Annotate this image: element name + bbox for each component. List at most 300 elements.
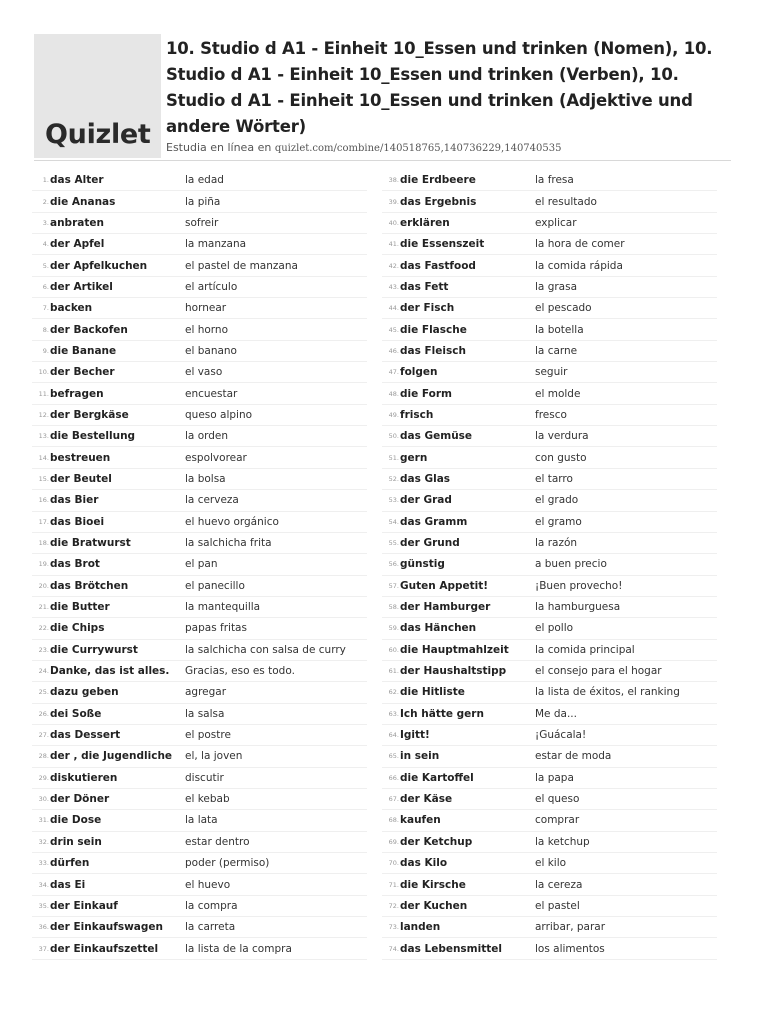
entry-definition: el pastel de manzana	[185, 259, 298, 272]
entry-term: in sein	[400, 750, 440, 763]
entry-term: folgen	[400, 366, 438, 379]
entry-term: der Apfelkuchen	[50, 259, 148, 272]
vocab-row	[32, 255, 367, 276]
entry-definition: el consejo para el hogar	[535, 665, 662, 678]
entry-number: 36.	[38, 923, 49, 932]
entry-definition: los alimentos	[535, 942, 605, 955]
entry-term: das Fleisch	[400, 344, 466, 357]
entry-number: 64.	[388, 731, 399, 740]
entry-definition: la lista de éxitos, el ranking	[535, 686, 680, 699]
entry-term: die Hauptmahlzeit	[400, 643, 509, 656]
entry-definition: la salsa	[185, 707, 225, 720]
entry-number: 38.	[388, 176, 399, 185]
study-online-line	[166, 141, 561, 154]
vocab-row	[32, 362, 367, 383]
vocab-row	[32, 383, 367, 404]
entry-term: das Lebensmittel	[400, 942, 502, 955]
entry-term: frisch	[400, 408, 434, 421]
vocab-row	[32, 917, 367, 938]
vocab-row	[382, 896, 717, 917]
entry-term: dürfen	[50, 857, 90, 870]
entry-definition: el vaso	[185, 366, 223, 379]
entry-term: das Ei	[50, 878, 86, 891]
entry-definition: el huevo	[185, 878, 231, 891]
set-title: 10. Studio d A1 - Einheit 10_Essen und trinken (Nomen), 10. Studio d A1 - Einheit 10_Essen und trinken (Verben), 10. Studio d A1 - Einheit 10_Essen und trinken (Adjektive und andere Wörter)	[166, 39, 713, 136]
entry-definition: el kebab	[185, 793, 230, 806]
entry-number: 67.	[388, 795, 399, 804]
entry-term: der Haushaltstipp	[400, 665, 507, 678]
entry-term: das Dessert	[50, 729, 121, 742]
entry-number: 7.	[42, 304, 49, 313]
vocab-row	[32, 874, 367, 895]
vocab-row	[382, 874, 717, 895]
entry-definition: estar dentro	[185, 835, 250, 848]
entry-definition: explicar	[535, 216, 577, 229]
entry-definition: la manzana	[185, 238, 247, 251]
entry-number: 13.	[38, 432, 49, 441]
entry-term: Danke, das ist alles.	[50, 665, 170, 678]
entry-term: Ich hätte gern	[400, 707, 484, 720]
entry-definition: sofreir	[185, 216, 219, 229]
entry-term: der Einkauf	[50, 899, 118, 912]
entry-definition: agregar	[185, 686, 227, 699]
entry-number: 25.	[38, 688, 49, 697]
vocab-row	[32, 447, 367, 468]
entry-term: das Ergebnis	[400, 195, 477, 208]
vocab-row	[32, 191, 367, 212]
entry-definition: la orden	[185, 430, 229, 443]
entry-definition: la piña	[185, 195, 221, 208]
entry-term: der Backofen	[50, 323, 128, 336]
vocab-row	[382, 597, 717, 618]
vocab-row	[382, 170, 717, 191]
entry-number: 10.	[38, 368, 49, 377]
entry-number: 44.	[388, 304, 399, 313]
vocab-row	[32, 746, 367, 767]
vocab-column-right	[382, 170, 717, 960]
entry-term: dazu geben	[50, 686, 119, 699]
entry-term: der Becher	[50, 366, 115, 379]
entry-number: 61.	[388, 667, 399, 676]
entry-number: 26.	[38, 709, 49, 718]
vocab-row	[382, 490, 717, 511]
entry-term: das Bioei	[50, 515, 105, 528]
entry-definition: queso alpino	[185, 408, 253, 421]
entry-definition: el panecillo	[185, 579, 245, 592]
entry-term: die Butter	[50, 601, 110, 614]
entry-definition: la botella	[535, 323, 584, 336]
entry-definition: a buen precio	[535, 558, 607, 571]
entry-term: der Käse	[400, 793, 453, 806]
entry-number: 2.	[42, 197, 49, 206]
entry-number: 3.	[42, 218, 49, 227]
study-online-label: Estudia en línea en	[166, 141, 272, 154]
vocab-row	[32, 234, 367, 255]
entry-number: 8.	[42, 325, 49, 334]
entry-number: 48.	[388, 389, 399, 398]
entry-term: die Flasche	[400, 323, 467, 336]
entry-number: 14.	[38, 453, 49, 462]
vocab-row	[32, 405, 367, 426]
vocab-row	[32, 298, 367, 319]
entry-definition: la compra	[185, 899, 238, 912]
entry-term: das Gramm	[400, 515, 468, 528]
entry-number: 53.	[388, 496, 399, 505]
vocab-row	[32, 832, 367, 853]
entry-definition: la verdura	[535, 430, 589, 443]
entry-number: 29.	[38, 773, 49, 782]
entry-term: die Erdbeere	[400, 174, 476, 187]
entry-number: 68.	[388, 816, 399, 825]
entry-term: der Döner	[50, 793, 110, 806]
entry-term: gern	[400, 451, 428, 464]
entry-term: der Kuchen	[400, 899, 468, 912]
vocab-row	[382, 832, 717, 853]
vocab-row	[32, 490, 367, 511]
entry-term: die Bratwurst	[50, 537, 131, 550]
entry-definition: la grasa	[535, 280, 578, 293]
entry-definition: el queso	[535, 793, 580, 806]
entry-number: 42.	[388, 261, 399, 270]
entry-term: die Bestellung	[50, 430, 136, 443]
vocab-row	[32, 426, 367, 447]
entry-number: 52.	[388, 474, 399, 483]
entry-number: 30.	[38, 795, 49, 804]
entry-definition: la comida rápida	[535, 259, 623, 272]
entry-number: 5.	[42, 261, 49, 270]
entry-term: der Ketchup	[400, 835, 473, 848]
entry-definition: fresco	[535, 408, 567, 421]
vocab-row	[382, 917, 717, 938]
entry-number: 50.	[388, 432, 399, 441]
entry-definition: el postre	[185, 729, 231, 742]
entry-term: befragen	[50, 387, 104, 400]
vocab-row	[32, 789, 367, 810]
entry-definition: la papa	[535, 771, 574, 784]
entry-definition: papas fritas	[185, 622, 247, 635]
vocab-row	[382, 255, 717, 276]
vocab-row	[382, 277, 717, 298]
entry-term: das Brötchen	[50, 579, 129, 592]
entry-definition: poder (permiso)	[185, 857, 270, 870]
vocab-row	[382, 234, 717, 255]
entry-definition: la lata	[185, 814, 218, 827]
entry-definition: la mantequilla	[185, 601, 261, 614]
entry-number: 43.	[388, 282, 399, 291]
entry-definition: la comida principal	[535, 643, 635, 656]
entry-definition: el tarro	[535, 472, 573, 485]
entry-term: der Einkaufswagen	[50, 921, 163, 934]
entry-number: 18.	[38, 539, 49, 548]
vocab-row	[32, 170, 367, 191]
entry-number: 51.	[388, 453, 399, 462]
entry-number: 11.	[38, 389, 49, 398]
entry-number: 16.	[38, 496, 49, 505]
entry-term: der Grad	[400, 494, 452, 507]
entry-definition: el resultado	[535, 195, 597, 208]
entry-term: die Currywurst	[50, 643, 138, 656]
entry-term: kaufen	[400, 814, 441, 827]
entry-definition: comprar	[535, 814, 580, 827]
vocab-row	[32, 213, 367, 234]
vocab-row	[382, 319, 717, 340]
entry-number: 15.	[38, 474, 49, 483]
entry-number: 19.	[38, 560, 49, 569]
entry-definition: arribar, parar	[535, 921, 606, 934]
entry-number: 60.	[388, 645, 399, 654]
vocab-row	[382, 789, 717, 810]
entry-definition: la hamburguesa	[535, 601, 621, 614]
vocab-row	[32, 661, 367, 682]
entry-number: 35.	[38, 901, 49, 910]
entry-number: 74.	[388, 944, 399, 953]
entry-term: das Fastfood	[400, 259, 476, 272]
entry-number: 56.	[388, 560, 399, 569]
entry-number: 27.	[38, 731, 49, 740]
vocab-row	[382, 405, 717, 426]
vocab-row	[32, 469, 367, 490]
entry-term: erklären	[400, 216, 450, 229]
entry-definition: la lista de la compra	[185, 942, 292, 955]
entry-number: 58.	[388, 603, 399, 612]
entry-definition: la razón	[535, 537, 578, 550]
entry-definition: el huevo orgánico	[185, 515, 279, 528]
entry-number: 6.	[42, 282, 49, 291]
entry-term: bestreuen	[50, 451, 111, 464]
vocab-row	[32, 938, 367, 959]
entry-definition: la carne	[535, 344, 578, 357]
vocab-row	[382, 362, 717, 383]
vocab-row	[382, 447, 717, 468]
entry-term: der Apfel	[50, 238, 105, 251]
entry-definition: el gramo	[535, 515, 582, 528]
entry-term: das Fett	[400, 280, 449, 293]
vocab-row	[32, 682, 367, 703]
entry-number: 57.	[388, 581, 399, 590]
entry-term: die Essenszeit	[400, 238, 485, 251]
logo-text: Quizlet	[45, 119, 151, 150]
entry-term: dei Soße	[50, 707, 102, 720]
entry-number: 71.	[388, 880, 399, 889]
entry-definition: la cereza	[535, 878, 583, 891]
entry-number: 70.	[388, 859, 399, 868]
entry-definition: la fresa	[535, 174, 574, 187]
entry-term: der Hamburger	[400, 601, 491, 614]
entry-number: 4.	[42, 240, 49, 249]
vocab-row	[382, 554, 717, 575]
vocab-row	[382, 618, 717, 639]
entry-term: die Kirsche	[400, 878, 466, 891]
entry-definition: Me da...	[535, 707, 577, 720]
entry-definition: la salchicha frita	[185, 537, 272, 550]
entry-definition: el pastel	[535, 899, 580, 912]
entry-definition: la ketchup	[535, 835, 590, 848]
entry-definition: espolvorear	[185, 451, 247, 464]
entry-number: 49.	[388, 410, 399, 419]
entry-definition: el artículo	[185, 280, 238, 293]
entry-definition: hornear	[185, 302, 227, 315]
header-divider	[34, 160, 731, 161]
entry-term: backen	[50, 302, 93, 315]
entry-term: das Gemüse	[400, 430, 473, 443]
entry-number: 37.	[38, 944, 49, 953]
vocab-row	[382, 512, 717, 533]
vocab-row	[382, 383, 717, 404]
entry-definition: la edad	[185, 174, 224, 187]
entry-term: der , die Jugendliche	[50, 750, 173, 763]
entry-term: die Ananas	[50, 195, 116, 208]
entry-definition: el kilo	[535, 857, 567, 870]
entry-term: das Bier	[50, 494, 99, 507]
vocab-row	[382, 640, 717, 661]
entry-term: Igitt!	[400, 729, 430, 742]
entry-term: diskutieren	[50, 771, 118, 784]
vocab-row	[32, 618, 367, 639]
entry-definition: el grado	[535, 494, 579, 507]
entry-number: 65.	[388, 752, 399, 761]
vocab-row	[32, 725, 367, 746]
entry-number: 12.	[38, 410, 49, 419]
entry-number: 59.	[388, 624, 399, 633]
vocab-row	[382, 341, 717, 362]
entry-number: 17.	[38, 517, 49, 526]
entry-term: die Hitliste	[400, 686, 465, 699]
vocab-row	[382, 682, 717, 703]
entry-number: 46.	[388, 346, 399, 355]
vocab-row	[382, 469, 717, 490]
entry-number: 66.	[388, 773, 399, 782]
vocab-row	[32, 896, 367, 917]
vocab-row	[382, 533, 717, 554]
entry-term: die Kartoffel	[400, 771, 474, 784]
vocab-row	[32, 704, 367, 725]
quizlet-logo	[34, 34, 161, 158]
entry-number: 40.	[388, 218, 399, 227]
entry-number: 31.	[38, 816, 49, 825]
entry-definition: el banano	[185, 344, 237, 357]
entry-number: 62.	[388, 688, 399, 697]
entry-term: das Alter	[50, 174, 104, 187]
entry-definition: el pescado	[535, 302, 592, 315]
entry-definition: con gusto	[535, 451, 587, 464]
entry-number: 33.	[38, 859, 49, 868]
vocab-row	[382, 938, 717, 959]
vocab-row	[382, 853, 717, 874]
entry-definition: la hora de comer	[535, 238, 625, 251]
entry-definition: el, la joven	[185, 750, 243, 763]
entry-definition: estar de moda	[535, 750, 612, 763]
vocab-row	[32, 597, 367, 618]
entry-term: die Dose	[50, 814, 102, 827]
entry-term: der Artikel	[50, 280, 113, 293]
entry-term: der Fisch	[400, 302, 455, 315]
entry-number: 34.	[38, 880, 49, 889]
entry-definition: seguir	[535, 366, 568, 379]
entry-definition: el molde	[535, 387, 581, 400]
vocab-row	[32, 277, 367, 298]
entry-number: 20.	[38, 581, 49, 590]
vocab-row	[32, 319, 367, 340]
entry-definition: ¡Buen provecho!	[535, 579, 623, 592]
entry-term: landen	[400, 921, 441, 934]
vocab-row	[32, 640, 367, 661]
entry-number: 63.	[388, 709, 399, 718]
vocab-row	[382, 704, 717, 725]
entry-number: 72.	[388, 901, 399, 910]
entry-definition: la salchicha con salsa de curry	[185, 643, 346, 656]
vocab-column-left	[32, 170, 367, 960]
entry-definition: el pan	[185, 558, 218, 571]
vocab-row	[382, 191, 717, 212]
vocab-row	[32, 512, 367, 533]
entry-term: das Brot	[50, 558, 100, 571]
entry-definition: la carreta	[185, 921, 236, 934]
entry-definition: discutir	[185, 771, 224, 784]
entry-number: 24.	[38, 667, 49, 676]
entry-term: die Form	[400, 387, 452, 400]
entry-term: der Beutel	[50, 472, 112, 485]
vocab-row	[382, 298, 717, 319]
entry-definition: ¡Guácala!	[535, 729, 587, 742]
entry-definition: el pollo	[535, 622, 574, 635]
entry-term: Guten Appetit!	[400, 579, 489, 592]
entry-number: 1.	[42, 176, 49, 185]
entry-number: 55.	[388, 539, 399, 548]
entry-definition: Gracias, eso es todo.	[185, 665, 295, 678]
vocab-row	[382, 746, 717, 767]
vocab-row	[382, 768, 717, 789]
entry-number: 41.	[388, 240, 399, 249]
entry-term: die Banane	[50, 344, 117, 357]
entry-number: 39.	[388, 197, 399, 206]
vocab-row	[382, 661, 717, 682]
entry-number: 21.	[38, 603, 49, 612]
study-online-url[interactable]: quizlet.com/combine/140518765,140736229,140740535	[274, 143, 562, 154]
entry-term: drin sein	[50, 835, 102, 848]
entry-term: das Glas	[400, 472, 451, 485]
vocab-row	[382, 576, 717, 597]
vocab-row	[32, 810, 367, 831]
entry-number: 47.	[388, 368, 399, 377]
entry-number: 73.	[388, 923, 399, 932]
entry-number: 69.	[388, 837, 399, 846]
vocab-row	[382, 725, 717, 746]
entry-term: der Bergkäse	[50, 408, 129, 421]
entry-number: 54.	[388, 517, 399, 526]
entry-definition: la cerveza	[185, 494, 239, 507]
vocab-row	[32, 341, 367, 362]
entry-number: 45.	[388, 325, 399, 334]
entry-number: 32.	[38, 837, 49, 846]
vocab-row	[32, 576, 367, 597]
entry-term: das Hänchen	[400, 622, 477, 635]
entry-term: das Kilo	[400, 857, 448, 870]
entry-number: 9.	[42, 346, 49, 355]
entry-term: der Grund	[400, 537, 460, 550]
vocab-row	[382, 213, 717, 234]
entry-term: die Chips	[50, 622, 105, 635]
vocab-row	[32, 768, 367, 789]
entry-number: 22.	[38, 624, 49, 633]
vocab-row	[382, 426, 717, 447]
vocab-row	[32, 533, 367, 554]
vocab-row	[32, 554, 367, 575]
vocab-row	[382, 810, 717, 831]
entry-term: der Einkaufszettel	[50, 942, 159, 955]
entry-term: anbraten	[50, 216, 104, 229]
entry-definition: encuestar	[185, 387, 238, 400]
entry-definition: la bolsa	[185, 472, 226, 485]
